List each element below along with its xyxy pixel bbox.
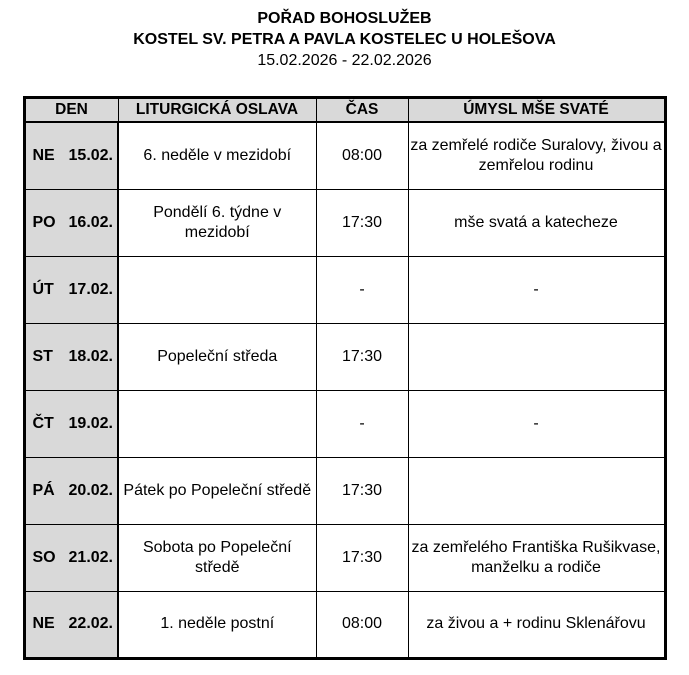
day-wrap — [26, 281, 118, 299]
day-cell — [24, 189, 118, 256]
day-wrap — [26, 147, 118, 165]
page-title: POŘAD BOHOSLUŽEB — [257, 10, 432, 27]
table-row — [24, 390, 665, 457]
day-abbrev: NE — [32, 146, 55, 164]
day-wrap — [26, 348, 118, 366]
intention-cell — [408, 457, 665, 524]
table-row — [24, 122, 665, 189]
day-abbrev: NE — [32, 615, 55, 632]
intention-cell: za živou a + rodinu Sklenářovu — [408, 591, 665, 658]
day-cell — [24, 524, 118, 591]
day-abbrev: SO — [32, 548, 56, 566]
day-cell — [24, 457, 118, 524]
day-date: 17.02. — [68, 280, 113, 298]
time-cell: - — [316, 390, 408, 457]
day-date: 16.02. — [68, 213, 113, 231]
intention-cell: - — [408, 390, 665, 457]
intention-cell — [408, 323, 665, 390]
day-wrap — [26, 415, 118, 433]
column-header-cas: ČAS — [316, 98, 408, 123]
day-date: 15.02. — [68, 146, 113, 164]
day-date: 22.02. — [68, 615, 113, 632]
column-header-liturgicka-oslava: LITURGICKÁ OSLAVA — [118, 98, 316, 123]
day-abbrev: PO — [32, 213, 56, 231]
celebration-cell: Sobota po Popeleční středě — [118, 524, 316, 591]
page-subtitle: KOSTEL SV. PETRA A PAVLA KOSTELEC U HOLEŠOVA — [133, 31, 556, 48]
column-header-den: DEN — [24, 98, 118, 123]
day-date: 19.02. — [68, 414, 113, 432]
table-row — [24, 457, 665, 524]
table-header-row — [24, 98, 665, 123]
intention-cell: mše svatá a katecheze — [408, 189, 665, 256]
day-wrap — [26, 549, 118, 567]
table-row — [24, 524, 665, 591]
celebration-cell: 6. neděle v mezidobí — [118, 122, 316, 189]
time-cell: 08:00 — [316, 591, 408, 658]
celebration-cell: Pondělí 6. týdne v mezidobí — [118, 189, 316, 256]
day-abbrev: ÚT — [32, 280, 54, 298]
time-cell: 08:00 — [316, 122, 408, 189]
table-row — [24, 189, 665, 256]
intention-cell: za zemřelého Františka Rušikvase, manželku a rodiče — [408, 524, 665, 591]
day-date: 21.02. — [68, 548, 113, 566]
date-range: 15.02.2026 - 22.02.2026 — [257, 52, 432, 69]
table-row — [24, 591, 665, 658]
column-header-umysl-mse-svate: ÚMYSL MŠE SVATÉ — [408, 98, 665, 123]
day-cell — [24, 390, 118, 457]
table-row — [24, 323, 665, 390]
intention-cell: - — [408, 256, 665, 323]
day-wrap — [26, 482, 118, 500]
time-cell: 17:30 — [316, 323, 408, 390]
day-cell — [24, 591, 118, 658]
time-cell: 17:30 — [316, 189, 408, 256]
celebration-cell — [118, 390, 316, 457]
day-abbrev: PÁ — [32, 481, 55, 499]
title-block — [0, 0, 689, 71]
time-cell: - — [316, 256, 408, 323]
day-abbrev: ČT — [32, 414, 54, 432]
day-wrap — [26, 214, 118, 232]
day-cell — [24, 323, 118, 390]
celebration-cell — [118, 256, 316, 323]
celebration-cell: Pátek po Popeleční středě — [118, 457, 316, 524]
day-cell — [24, 122, 118, 189]
celebration-cell: Popeleční středa — [118, 323, 316, 390]
day-wrap — [26, 615, 118, 633]
table-row — [24, 256, 665, 323]
day-date: 18.02. — [68, 347, 113, 365]
day-abbrev: ST — [32, 347, 53, 365]
celebration-cell: 1. neděle postní — [118, 591, 316, 658]
schedule-table — [23, 96, 667, 660]
day-cell — [24, 256, 118, 323]
time-cell: 17:30 — [316, 457, 408, 524]
time-cell: 17:30 — [316, 524, 408, 591]
intention-cell: za zemřelé rodiče Suralovy, živou a zemřelou rodinu — [408, 122, 665, 189]
day-date: 20.02. — [68, 481, 113, 499]
